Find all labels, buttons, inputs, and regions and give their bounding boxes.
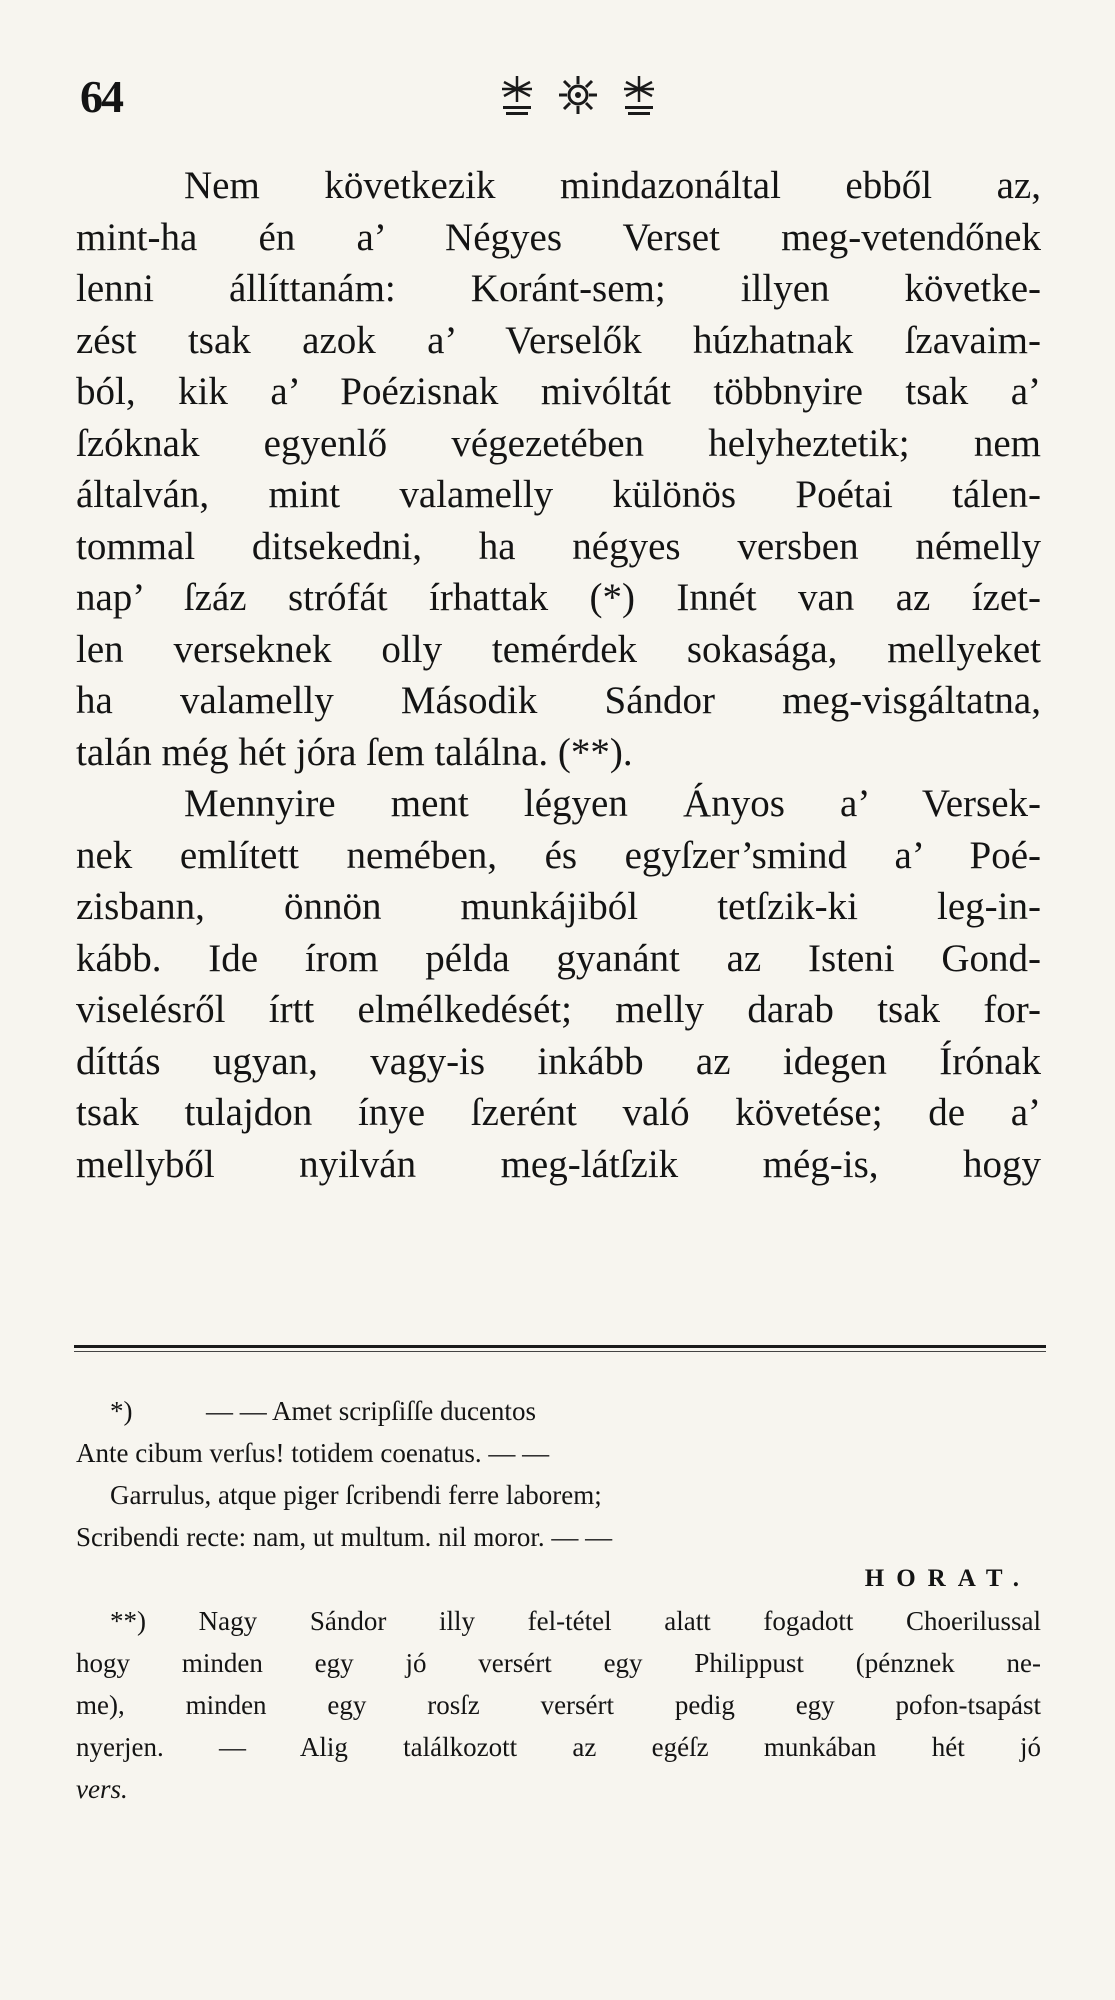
footnote-divider-thin xyxy=(74,1351,1046,1352)
footnote-verse-text: — — Amet scripſiſſe ducentos xyxy=(206,1396,536,1426)
text-line: nap’ ſzáz strófát írhattak (*) Innét van az ízet- xyxy=(76,576,1041,619)
text-line: len verseknek olly temérdek sokasága, mellyeket xyxy=(76,627,1041,671)
footnote-marker: **) xyxy=(110,1606,146,1636)
text-line: ha valamelly Második Sándor meg-visgáltatna, xyxy=(76,679,1041,722)
text-line: kább. Ide írom példa gyanánt az Isteni Gond- xyxy=(76,936,1041,980)
text-line: zisbann, önnön munkájiból tetſzik-ki leg-in- xyxy=(76,885,1041,928)
footnote-divider xyxy=(74,1345,1046,1348)
header-ornament xyxy=(500,74,656,116)
page-number: 64 xyxy=(80,71,122,122)
text-line: mellyből nyilván meg-látſzik még-is, hogy xyxy=(76,1142,1041,1186)
footnote-verse-line: Ante cibum verſus! totidem coenatus. — — xyxy=(76,1438,550,1468)
footnote-verse-line: Garrulus, atque piger ſcribendi ferre laborem; xyxy=(110,1480,602,1510)
text-line: általván, mint valamelly különös Poétai tálen- xyxy=(76,473,1041,516)
text-line: nek említett nemében, és egyſzer’smind a’ Poé- xyxy=(76,833,1041,877)
text-line: mint-ha én a’ Négyes Verset meg-vetendőnek xyxy=(76,215,1041,259)
footnote-text: Nagy Sándor illy fel-tétel alatt fogadott Choerilussal xyxy=(198,1606,1041,1636)
text-line: Nem következik mindazonáltal ebből az, xyxy=(184,164,1041,207)
footnote-verse-line xyxy=(76,1390,1041,1432)
sun-star-icon xyxy=(500,74,534,116)
footnote-line: vers. xyxy=(76,1774,128,1804)
text-line: díttás ugyan, vagy-is inkább az idegen Írónak xyxy=(76,1039,1041,1083)
text-line: tommal ditsekedni, ha négyes versben némelly xyxy=(76,524,1041,568)
text-line: Mennyire ment légyen Ányos a’ Versek- xyxy=(184,782,1041,825)
page-header xyxy=(80,70,1040,140)
flower-star-icon xyxy=(558,75,598,115)
text-line: talán még hét jóra ſem találna. (**). xyxy=(76,730,633,774)
footnote-line xyxy=(76,1600,1041,1642)
footnote-marker: *) xyxy=(110,1396,133,1426)
footnote-attribution: HORAT. xyxy=(864,1565,1031,1592)
footnote-line: hogy minden egy jó versért egy Philippust (pénznek ne- xyxy=(76,1648,1041,1678)
text-line: viselésről írtt elmélkedését; melly darab tsak for- xyxy=(76,988,1041,1031)
footnote-line: nyerjen. — Alig találkozott az egéſz munkában hét jó xyxy=(76,1732,1041,1762)
footnote-verse-line: Scribendi recte: nam, ut multum. nil moror. — — xyxy=(76,1522,613,1552)
text-line: ból, kik a’ Poézisnak mivóltát többnyire tsak a’ xyxy=(76,370,1041,413)
sun-star-icon xyxy=(622,74,656,116)
footnote-line: me), minden egy rosſz versért pedig egy pofon-tsapást xyxy=(76,1690,1041,1720)
body-text xyxy=(76,160,1041,1190)
text-line: lenni állíttanám: Koránt-sem; illyen követke- xyxy=(76,267,1041,310)
text-line: tsak tulajdon ínye ſzerént való követése; de a’ xyxy=(76,1091,1041,1134)
text-line: ſzóknak egyenlő végezetében helyheztetik; nem xyxy=(76,421,1041,465)
footnotes xyxy=(76,1390,1041,1810)
text-line: zést tsak azok a’ Verselők húzhatnak ſzavaim- xyxy=(76,318,1041,362)
